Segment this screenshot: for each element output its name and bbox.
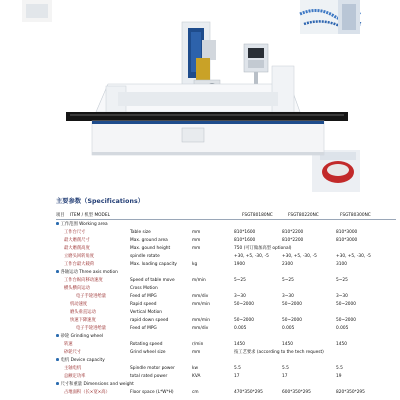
surface-grinder-image [0,0,400,192]
param-name-en: Vertical Motion [130,310,163,315]
param-name-en: spindle rotate [130,254,160,259]
param-value-model-1: 5~25 [234,278,246,283]
param-value-model-3: 3100 [336,262,347,267]
param-name-cn: 工作台尺寸 [64,230,86,235]
param-value-model-3: 3~30 [336,294,348,299]
section-heading-cn: 工作范围 [60,222,78,227]
param-name-cn: 砂轮尺寸 [64,350,82,355]
param-value-model-1: 5.5 [234,366,241,371]
spec-title [56,196,396,205]
section-heading-en: Working area [79,222,108,227]
param-value-model-1: 17 [234,374,240,379]
param-value-model-2: 2300 [282,262,293,267]
param-value-model-2: 17 [282,374,288,379]
param-value-model-1: 0.005 [234,326,247,331]
param-value-model-3: 1450 [336,342,347,347]
param-value-model-3: 5.5 [336,366,343,371]
param-value-model-2: 50~2000 [282,302,303,307]
spec-rows [56,221,396,397]
param-name-cn: 磨头垂直运动 [70,310,96,315]
param-name-en: rapid down speed [130,318,169,323]
param-name-en: Floor space (L*W*H) [130,390,174,395]
section-heading-en: Three axis motion [79,270,118,275]
param-name-cn: 机动速度 [70,302,88,307]
machine-base [92,121,324,155]
section-heading [56,381,134,389]
coolant-hose-photo [300,0,360,34]
param-name-cn: 最大磨削高度 [64,246,90,251]
param-name-en: Table size [130,230,151,235]
param-value-model-1: +30, +5, -30, -5 [234,254,269,259]
header-item-en: ITEM / 机型 MODEL [70,213,110,218]
param-unit: mm [192,238,201,243]
param-name-en: Feed of MPG [130,326,157,331]
spec-title-close: ） [137,198,145,205]
specifications-section [56,196,396,397]
param-name-en: Max. loading capacity [130,262,177,267]
param-value-model-1: 1900 [234,262,245,267]
param-value-model-2: +30, +5, -30, -5 [282,254,317,259]
spec-title-en: Specifications [87,198,138,205]
header-item-cn: 项目 [56,213,65,218]
param-name-en: Spindle motor power [130,366,175,371]
param-name-cn: 工作台最大载荷 [64,262,95,267]
spec-row [56,229,396,237]
spec-row [56,245,396,253]
spec-row [56,341,396,349]
param-value-model-3: 810*3000 [336,238,358,243]
spec-section-row [56,333,396,341]
param-name-en: total rated power [130,374,168,379]
section-bullet-icon [56,382,59,385]
spindle-detail-photo [22,0,52,22]
spec-title-cn: 主要参数（ [56,198,88,205]
param-value-model-3: +30, +5, -30, -5 [336,254,371,259]
param-unit: mm/min [192,302,210,307]
param-value-all-models: 按工艺要求 (according to the tech request) [234,350,324,355]
machine-illustration [0,0,400,192]
spec-row [56,373,396,381]
wheel-closeup-photo [312,150,360,192]
param-name-cn: 转速 [64,342,73,347]
param-name-cn: 快速下降速度 [70,318,96,323]
param-name-cn: 最大磨削尺寸 [64,238,90,243]
param-name-en: Feed of MPG [130,294,157,299]
param-unit: mm/div [192,326,209,331]
param-value-model-1: 810*1600 [234,238,256,243]
param-name-cn: 横头横向运动 [64,286,90,291]
header-model-1: FSGT80180NC [242,213,273,218]
param-value-model-3: 820*350*295 [336,390,365,395]
param-name-cn: 主轴电机 [64,366,82,371]
section-heading [56,333,103,341]
spec-section-row [56,221,396,229]
spec-row [56,285,396,293]
param-unit: cm [192,390,199,395]
param-unit: KVA [192,374,201,379]
param-unit: kg [192,262,198,267]
param-name-en: Speed of table move [130,278,175,283]
param-name-cn: 工作台纵向移动速度 [64,278,103,283]
param-value-model-3: 19 [336,374,342,379]
spec-row [56,237,396,245]
param-value-model-1: 810*1600 [234,230,256,235]
section-bullet-icon [56,222,59,225]
param-name-en: Rotating speed [130,342,163,347]
param-value-model-2: 0.005 [282,326,295,331]
spec-section-row [56,381,396,389]
param-value-model-3: 50~2000 [336,302,357,307]
param-name-cn: 占地面积（长×宽×高） [64,390,110,395]
param-value-model-3: 0.005 [336,326,349,331]
param-name-en: Max. ground area [130,238,168,243]
param-value-model-2: 3~30 [282,294,294,299]
section-bullet-icon [56,334,59,337]
section-heading [56,221,108,229]
param-name-cn: 立磨头回转角度 [64,254,95,259]
header-model-3: FSGT80300NC [340,213,371,218]
spec-row [56,317,396,325]
spec-section-row [56,357,396,365]
spec-row [56,253,396,261]
param-value-model-2: 50~2000 [282,318,303,323]
section-heading-cn: 砂轮 [60,334,70,339]
spec-row [56,389,396,397]
param-value-model-2: 5.5 [282,366,289,371]
param-value-model-1: 1450 [234,342,245,347]
section-heading-cn: 各轴运动 [60,270,78,275]
param-name-cn: 电子手轮进给量 [76,294,107,299]
param-unit: mm/min [192,318,210,323]
spec-section-row [56,269,396,277]
spec-row [56,365,396,373]
spec-row [56,293,396,301]
param-unit: mm [192,230,201,235]
spec-row [56,349,396,357]
spec-header-row [56,211,396,220]
param-value-model-1: 3~30 [234,294,246,299]
param-unit: kw [192,366,199,371]
param-name-en: Cross Motion [130,286,158,291]
param-value-model-1: 470*350*295 [234,390,263,395]
param-value-all-models: 750 (可订做加高型 optional) [234,246,292,251]
param-value-model-2: 810*2200 [282,230,304,235]
section-bullet-icon [56,358,59,361]
param-unit: mm [192,246,201,251]
section-heading-en: Dimensions and weight [83,382,134,387]
param-name-cn: 总额定功率 [64,374,86,379]
param-value-model-3: 810*3000 [336,230,358,235]
spec-row [56,301,396,309]
spec-row [56,261,396,269]
param-value-model-1: 50~2000 [234,302,255,307]
param-unit: r/min [192,342,204,347]
param-value-model-3: 50~2000 [336,318,357,323]
section-heading-cn: 尺寸和重量 [60,382,83,387]
spec-row [56,277,396,285]
section-heading [56,357,105,365]
param-unit: m/min [192,278,206,283]
header-model-2: FSGT80220NC [288,213,319,218]
param-value-model-2: 600*350*295 [282,390,311,395]
section-heading-en: Device capacity [70,358,105,363]
param-value-model-2: 5~25 [282,278,294,283]
param-value-model-3: 5~25 [336,278,348,283]
spec-row [56,325,396,333]
param-value-model-2: 810*2200 [282,238,304,243]
section-heading-cn: 电机 [60,358,70,363]
param-name-en: Max. gound height [130,246,171,251]
param-unit: mm/div [192,294,209,299]
param-value-model-1: 50~2000 [234,318,255,323]
section-heading [56,269,118,277]
param-value-model-2: 1450 [282,342,293,347]
section-heading-en: Grinding wheel [70,334,104,339]
spec-row [56,309,396,317]
param-unit: mm [192,350,201,355]
work-table [66,112,348,121]
param-name-cn: 电子手轮进给量 [76,326,107,331]
param-name-en: Grind wheel size [130,350,166,355]
section-bullet-icon [56,270,59,273]
param-name-en: Rapid speed [130,302,157,307]
